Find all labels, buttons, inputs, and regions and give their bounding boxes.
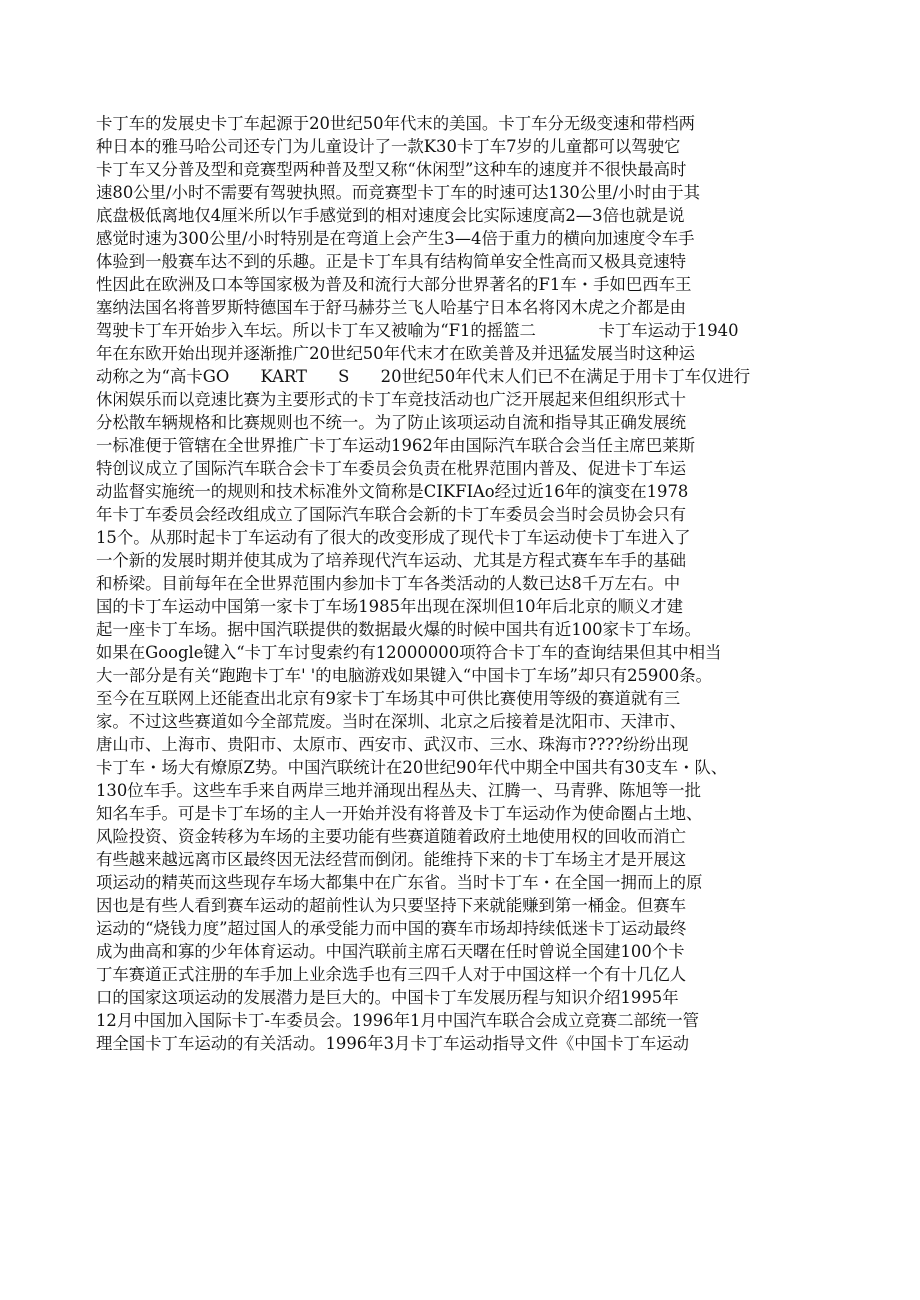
text-line: 动监督实施统一的规则和技术标准外文简称是CIKFIAo经过近16年的演变在1978 [96,482,689,501]
text-line: 性因此在欧洲及口本等国家极为普及和流行大部分世界著名的F1车・手如巴西车王 [96,275,692,294]
text-line: 塞纳法国名将普罗斯特德国车于舒马赫芬兰飞人哈基宁日本名将冈木虎之介都是由 [96,298,687,317]
text-line: 15个。从那时起卡丁车运动有了很大的改变形成了现代卡丁车运动使卡丁车进入了 [96,528,691,547]
text-line: 项运动的精英而这些现存车场大都集中在广东省。当时卡丁车・在全国一拥而上的原 [96,873,703,892]
text-line: 有些越来越远离市区最终因无法经营而倒闭。能维持下来的卡丁车场主才是开展这 [96,850,687,869]
text-line: 一标准便于管辖在全世界推广卡丁车运动1962年由国际汽车联合会当任主席巴莱斯 [96,436,695,455]
text-line: 种日本的雅马哈公司还专门为儿童设计了一款K30卡丁车7岁的儿童都可以驾驶它 [96,137,681,156]
text-line: 唐山市、上海市、贵阳市、太原市、西安市、武汉市、三水、珠海市????纷纷出现 [96,735,689,754]
text-line: 体验到一般赛车达不到的乐趣。正是卡丁车具有结构简单安全性高而又极具竞速特 [96,252,687,271]
text-line: 口的国家这项运动的发展潜力是巨大的。中国卡丁车发展历程与知识介绍1995年 [96,988,679,1007]
text-line: 至今在互联网上还能查出北京有9家卡丁车场其中可供比赛使用等级的赛道就有三 [96,689,681,708]
text-line: 风险投资、资金转移为车场的主要功能有些赛道随着政府土地使用权的回收而消亡 [96,827,687,846]
text-line: 分松散车辆规格和比赛规则也不统一。为了防止该项运动自流和指导其正确发展统 [96,413,687,432]
text-line: 丁车赛道正式注册的车手加上业余选手也有三四千人对于中国这样一个有十几亿人 [96,965,687,984]
text-line: 成为曲高和寡的少年体育运动。中国汽联前主席石天曙在任时曾说全国建100个卡 [96,942,685,961]
text-line: 12月中国加入国际卡丁-车委员会。1996年1月中国汽车联合会成立竞赛二部统一管 [96,1011,700,1030]
text-line: 国的卡丁车运动中国第一家卡丁车场1985年出现在深圳但10年后北京的顺义才建 [96,597,684,616]
text-line: 年卡丁车委员会经改组成立了国际汽车联合会新的卡丁车委员会当时会员协会只有 [96,505,687,524]
text-line: 运动的“烧钱力度”超过国人的承受能力而中国的赛车市场却持续低迷卡丁运动最终 [96,919,687,938]
text-line: 一个新的发展时期并使其成为了培养现代汽车运动、尤其是方程式赛车车手的基础 [96,551,687,570]
body-text [96,112,836,1055]
text-line: 驾驶卡丁车开始步入车坛。所以卡丁车又被喻为“F1的摇篮二 卡丁车运动于1940 [96,321,739,340]
text-line: 起一座卡丁车场。据中国汽联提供的数据最火爆的时候中国共有近100家卡丁车场。 [96,620,701,639]
text-line: 大一部分是有关“跑跑卡丁车' '的电脑游戏如果键入“中国卡丁车场”却只有25900条。 [96,666,712,685]
text-line: 130位车手。这些车手来自两岸三地并涌现出程丛夫、江腾一、马青骅、陈旭等一批 [96,781,701,800]
text-line: 如果在Google键入“卡丁车讨叟索约有12000000项符合卡丁车的查询结果但其中相当 [96,643,722,662]
text-line: 动称之为“高卡GO KART S 20世纪50年代末人们已不在满足于用卡丁车仅进行 [96,367,751,386]
text-line: 年在东欧开始出现并逐渐推广20世纪50年代末才在欧美普及并迅猛发展当时这种运 [96,344,695,363]
text-line: 底盘极低离地仅4厘米所以乍手感觉到的相对速度会比实际速度高2—3倍也就是说 [96,206,685,225]
text-line: 因也是有些人看到赛车运动的超前性认为只要坚持下来就能赚到第一桶金。但赛车 [96,896,687,915]
text-line: 卡丁车又分普及型和竞赛型两种普及型又称“休闲型”这种车的速度并不很快最高时 [96,160,687,179]
text-line: 速80公里/小时不需要有驾驶执照。而竞赛型卡丁车的时速可达130公里/小时由于其 [96,183,701,202]
text-line: 知名车手。可是卡丁车场的主人一开始并没有将普及卡丁车运动作为使命圈占土地、 [96,804,703,823]
text-line: 特创议成立了国际汽车联合会卡丁车委员会负责在枇界范围内普及、促进卡丁车运 [96,459,687,478]
text-line: 和桥梁。目前每年在全世界范围内参加卡丁车各类活动的人数已达8千万左右。中 [96,574,681,593]
text-line: 理全国卡丁车运动的有关活动。1996年3月卡丁车运动指导文件《中国卡丁车运动 [96,1034,690,1053]
text-line: 家。不过这些赛道如今全部荒废。当时在深圳、北京之后接着是沈阳市、天津市、 [96,712,687,731]
text-line: 感觉时速为300公里/小时特别是在弯道上会产生3—4倍于重力的横向加速度令车手 [96,229,695,248]
text-line: 卡丁车的发展史卡丁车起源于20世纪50年代末的美国。卡丁车分无级变速和带档两 [96,114,695,133]
text-line: 卡丁车・场大有燎原Z势。中国汽联统计在20世纪90年代中期全中国共有30支车・队、 [96,758,728,777]
text-line: 休闲娱乐而以竞速比赛为主要形式的卡丁车竞技活动也广泛开展起来但组织形式十 [96,390,687,409]
